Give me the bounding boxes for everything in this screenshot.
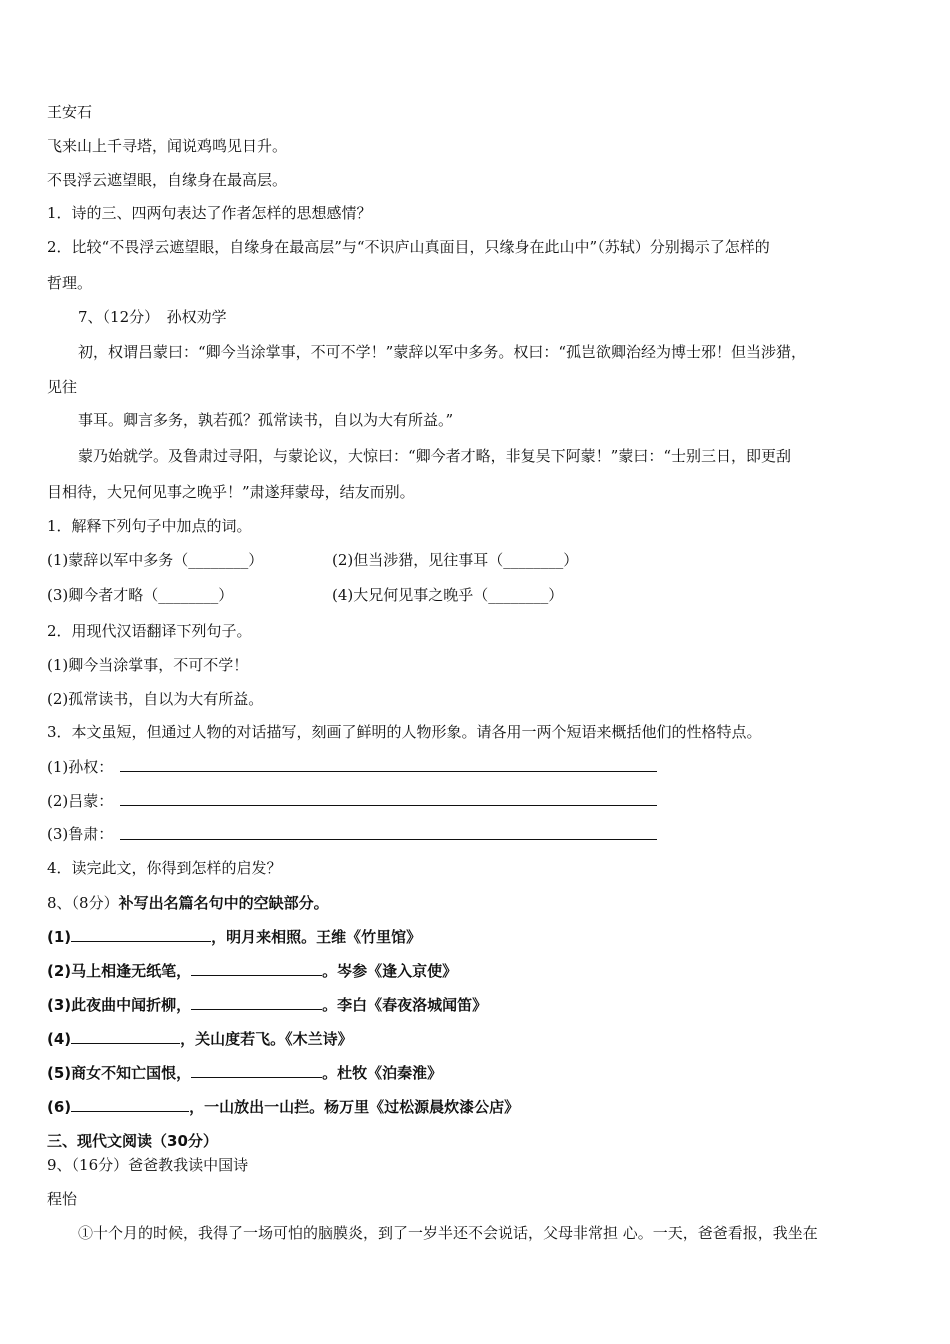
q7-sub-3-3: (3)鲁肃：	[47, 825, 114, 843]
poem-author: 王安石	[47, 103, 93, 121]
section-3-title: 三、现代文阅读（30分）	[47, 1132, 218, 1150]
answer-line[interactable]	[120, 839, 657, 840]
q8-line-4	[47, 1029, 353, 1049]
q8-line-6-post: ，一山放出一山拦。杨万里《过松源晨炊漆公店》	[189, 1098, 520, 1116]
fill-blank[interactable]	[191, 1063, 322, 1078]
q8-prefix: 8、（8分）	[47, 894, 119, 912]
q8-header	[47, 893, 329, 913]
q9-title: 9、（16分）爸爸教我读中国诗	[47, 1156, 249, 1174]
q8-title: 补写出名篇名句中的空缺部分。	[118, 894, 329, 912]
q8-line-5-post: 。杜牧《泊秦淮》	[322, 1064, 443, 1082]
answer-line[interactable]	[120, 805, 657, 806]
q8-line-2-pre: (2)马上相逢无纸笔，	[47, 962, 192, 980]
q7-sub-1-2: (2)但当涉猎，见往事耳（________）	[332, 551, 579, 569]
q7-sub-1-3: (3)卿今者才略（________）	[47, 586, 234, 604]
fill-blank[interactable]	[191, 995, 322, 1010]
q8-line-3	[47, 995, 487, 1015]
poem-line-1: 飞来山上千寻塔，闻说鸡鸣见日升。	[47, 137, 288, 155]
q8-line-1-post: ，明月来相照。王维《竹里馆》	[211, 928, 422, 946]
q7-sub-2-1: (1)卿今当涂掌事，不可不学！	[47, 656, 249, 674]
q8-line-5	[47, 1063, 442, 1083]
poem-line-2: 不畏浮云遮望眼，自缘身在最高层。	[47, 171, 288, 189]
q8-line-3-post: 。李白《春夜洛城闻笛》	[322, 996, 488, 1014]
fill-blank[interactable]	[71, 1029, 180, 1044]
q7-para-1-cont: 见往	[47, 378, 78, 396]
q8-line-1	[47, 927, 421, 947]
q7-sub-4: 4．读完此文，你得到怎样的启发？	[47, 859, 282, 877]
poem-question-2: 2．比较“不畏浮云遮望眼，自缘身在最高层”与“不识庐山真面目，只缘身在此山中”（苏轼）分别揭示了怎样的	[47, 238, 770, 256]
fill-blank[interactable]	[191, 961, 322, 976]
q7-sub-3-2: (2)吕蒙：	[47, 792, 114, 810]
q7-sub-1: 1．解释下列句子中加点的词。	[47, 517, 252, 535]
q8-line-4-post: ，关山度若飞。《木兰诗》	[180, 1030, 353, 1048]
fill-blank[interactable]	[71, 927, 211, 942]
q9-para-1: ①十个月的时候，我得了一场可怕的脑膜炎，到了一岁半还不会说话，父母非常担 心。一天，爸爸看报，我坐在	[78, 1224, 818, 1242]
q7-sub-2: 2．用现代汉语翻译下列句子。	[47, 622, 252, 640]
q7-para-1: 初，权谓吕蒙曰：“卿今当涂掌事，不可不学！”蒙辞以军中多务。权曰：“孤岂欲卿治经为博士邪！但当涉猎，	[78, 343, 807, 361]
q9-author: 程怡	[47, 1190, 78, 1208]
q7-para-2: 蒙乃始就学。及鲁肃过寻阳，与蒙论议，大惊曰：“卿今者才略，非复吴下阿蒙！”蒙曰：“士别三日，即更刮	[78, 447, 792, 465]
q7-sub-3: 3．本文虽短，但通过人物的对话描写，刻画了鲜明的人物形象。请各用一两个短语来概括他们的性格特点。	[47, 723, 762, 741]
q8-line-2	[47, 961, 457, 981]
poem-question-2-cont: 哲理。	[47, 274, 93, 292]
q8-line-4-pre: (4)	[47, 1030, 72, 1048]
q7-sub-1-4: (4)大兄何见事之晚乎（________）	[332, 586, 564, 604]
q7-title: 7、（12分） 孙权劝学	[78, 308, 227, 326]
q8-line-6-pre: (6)	[47, 1098, 72, 1116]
q7-sub-1-1: (1)蒙辞以军中多务（________）	[47, 551, 264, 569]
q8-line-1-pre: (1)	[47, 928, 72, 946]
q8-line-3-pre: (3)此夜曲中闻折柳，	[47, 996, 192, 1014]
answer-line[interactable]	[120, 771, 657, 772]
q7-para-1-cont-2: 事耳。卿言多务，孰若孤？孤常读书，自以为大有所益。”	[78, 411, 454, 429]
q8-line-2-post: 。岑参《逢入京使》	[322, 962, 458, 980]
q8-line-5-pre: (5)商女不知亡国恨，	[47, 1064, 192, 1082]
q7-para-2-cont: 目相待，大兄何见事之晚乎！”肃遂拜蒙母，结友而别。	[47, 483, 415, 501]
q7-sub-3-1: (1)孙权：	[47, 758, 114, 776]
poem-question-1: 1．诗的三、四两句表达了作者怎样的思想感情？	[47, 204, 372, 222]
fill-blank[interactable]	[71, 1097, 189, 1112]
q8-line-6	[47, 1097, 519, 1117]
q7-sub-2-2: (2)孤常读书，自以为大有所益。	[47, 690, 264, 708]
